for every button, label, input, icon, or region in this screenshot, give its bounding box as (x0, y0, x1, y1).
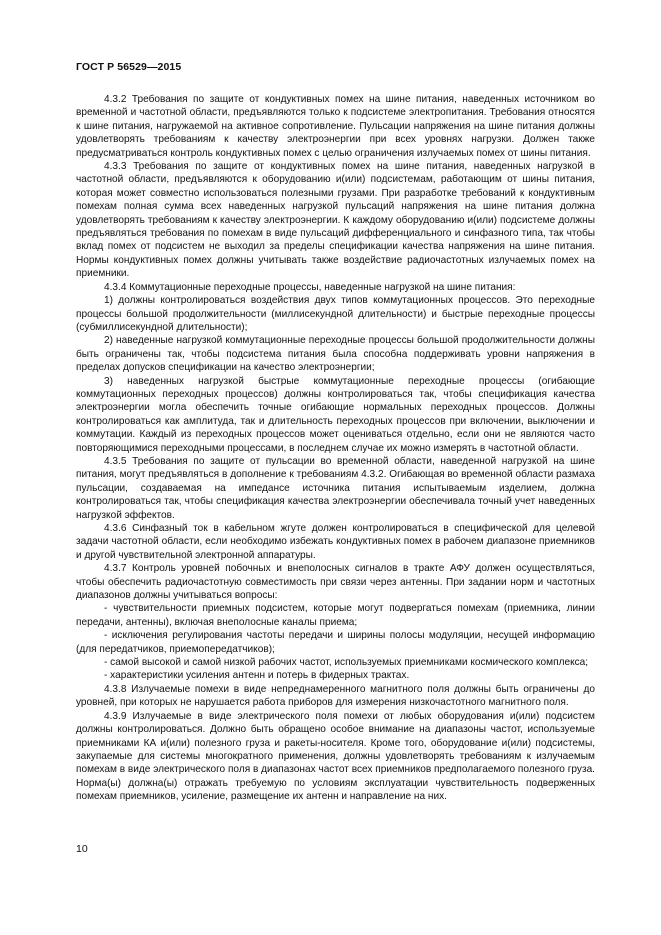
paragraph-4-3-4: 4.3.4 Коммутационные переходные процессы, наведенные нагрузкой на шине питания: (104, 281, 516, 293)
page-number: 10 (76, 843, 88, 855)
paragraph-4-3-8: 4.3.8 Излучаемые помехи в виде непреднамеренного магнитного поля должны быть ограничены до уровней, при которых не нарушается работа приборов для измерения низкочастотного магнитного поля. (76, 683, 595, 709)
paragraph-4-3-3: 4.3.3 Требования по защите от кондуктивных помех на шине питания, наведенных нагрузкой в частотной области, предъявляются к оборудованию и(или) подсистемам, работающим от шины питания, которая может совместно использоваться полезными грузами. При разработке требований к кондуктивным помехам полная сумма всех наведенных нагрузкой пульсаций напряжения на шине питания должна удовлетворять требованиям к качеству электроэнергии. К каждому оборудованию и(или) подсистеме должны предъявляться требования по помехам в виде пульсаций дифференциального и синфазного типа, так чтобы вклад помех от подсистем не выходил за пределы спецификации качества напряжения на шине питания. Нормы кондуктивных помех должны учитывать также воздействие радиочастотных излучаемых помех на приемники. (76, 161, 595, 280)
paragraph-4-3-9: 4.3.9 Излучаемые в виде электрического поля помехи от любых оборудования и(или) подсистем должны контролироваться. Должно быть обращено особое внимание на диапазоны частот, используемые приемниками КА и(или) полезного груза и ракеты-носителя. Кроме того, оборудование и(или) подсистемы, закупаемые для системы многократного применения, должны удовлетворять требованиям к излучаемым помехам в виде электрического поля в диапазонах частот всех приемников предполагаемого полезного груза. Норма(ы) должна(ы) отражать требуемую по условиям эксплуатации чувствительность подверженных помехам приемников, усиление, размещение их антенн и направление на них. (76, 710, 595, 803)
document-header: ГОСТ Р 56529—2015 (76, 61, 182, 73)
list-item: 1) должны контролироваться воздействия двух типов коммутационных процессов. Это переходные процессы большой продолжительности (миллисекундной длительности) и быстрые переходные процессы (субмиллисекундной длительности); (76, 295, 595, 333)
paragraph-4-3-5: 4.3.5 Требования по защите от пульсации во временной области, наведенной нагрузкой на шине питания, могут предъявляться в дополнение к требованиям 4.3.2. Огибающая во временной области размаха пульсации, создаваемая на импедансе источника питания испытываемым изделием, должна контролироваться так, чтобы спецификация качества электроэнергии обеспечивала точный учет наведенных нагрузкой эффектов. (76, 455, 595, 521)
list-item: 2) наведенные нагрузкой коммутационные переходные процессы большой продолжительности должны быть ограничены так, чтобы подсистема питания была способна поддерживать уровни напряжения в пределах допусков спецификации на качество электроэнергии; (76, 335, 595, 374)
paragraph-4-3-7: 4.3.7 Контроль уровней побочных и внеполосных сигналов в тракте АФУ должен осуществляться, чтобы обеспечить радиочастотную совместимость при связи через антенны. При задании норм и частотных диапазонов должны учитываться вопросы: (76, 563, 595, 602)
document-body (76, 93, 595, 804)
list-item: 3) наведенных нагрузкой быстрые коммутационные переходные процессы (огибающие коммутационных переходных процессов) должны контролироваться так, чтобы спецификация качества электроэнергии могла обеспечить точные огибающие нормальных переходных процессов. Должны контролироваться как амплитуда, так и длительность переходных процессов при включении, выключении и коммутации. Каждый из переходных процессов может оцениваться отдельно, если они не являются часто повторяющимися переходными процессами, в последнем случае их можно измерять в частотной области. (76, 375, 595, 454)
paragraph-4-3-6: 4.3.6 Синфазный ток в кабельном жгуте должен контролироваться в специфической для целевой задачи частотной области, если необходимо избежать кондуктивных помех в рабочем диапазоне приемников и другой чувствительной электронной аппаратуры. (76, 523, 595, 561)
list-item: - исключения регулирования частоты передачи и ширины полосы модуляции, несущей информацию (для передатчиков, приемопередатчиков); (76, 630, 595, 655)
paragraph-4-3-2: 4.3.2 Требования по защите от кондуктивных помех на шине питания, наведенных источником во временной и частотной области, предъявляются только к подсистеме электропитания. Требования относятся к шине питания, нагружаемой на активное сопротивление. Пульсации напряжения на шине питания должны удовлетворять требованиям к качеству электроэнергии при всех уровнях нагрузки. Должен также предусматриваться контроль кондуктивных помех с целью ограничения излучаемых помех от шины питания. (76, 94, 595, 159)
list-item: - чувствительности приемных подсистем, которые могут подвергаться помехам (приемника, линии передачи, антенны), включая внеполосные каналы приема; (76, 603, 595, 628)
list-item: - самой высокой и самой низкой рабочих частот, используемых приемниками космического комплекса; (104, 657, 589, 669)
list-item: - характеристики усиления антенн и потерь в фидерных трактах. (104, 670, 410, 682)
